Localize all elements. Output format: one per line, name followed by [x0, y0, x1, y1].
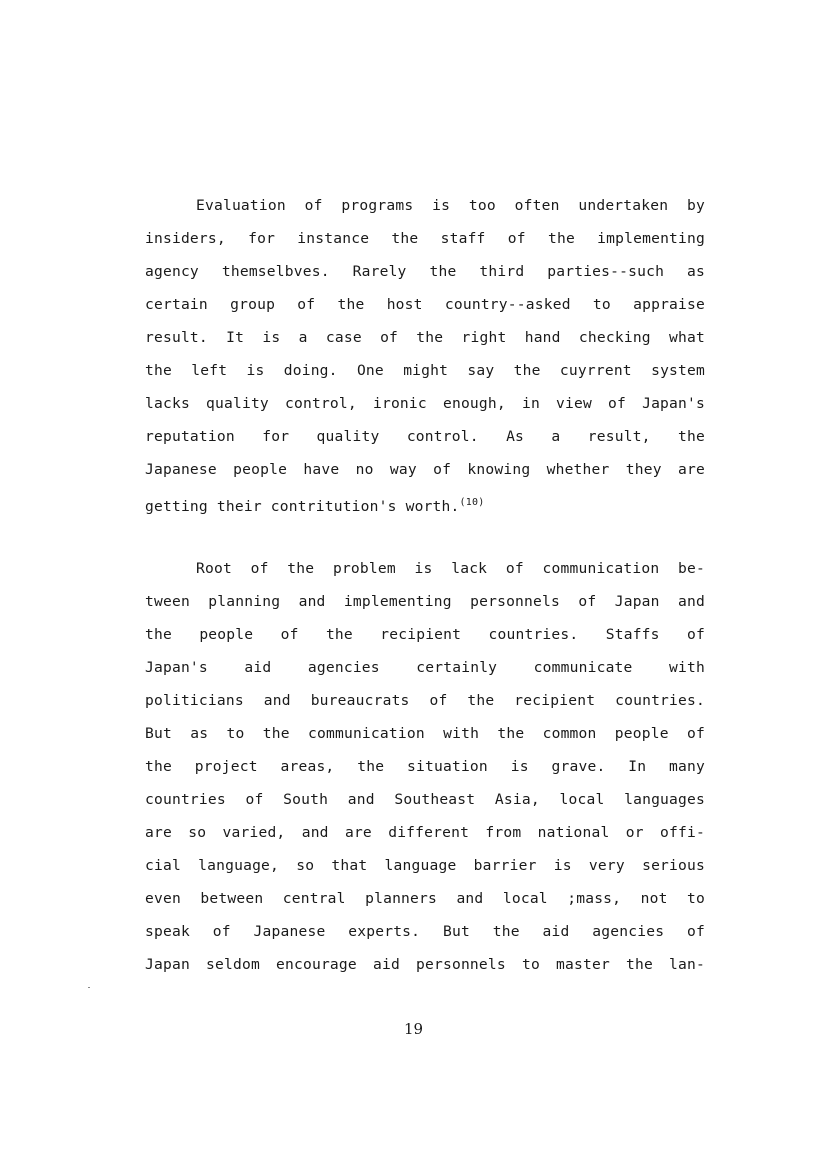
text-line: cial language, so that language barrier is very serious — [145, 857, 705, 874]
text-line — [145, 493, 705, 517]
text-line: even between central planners and local ;mass, not to — [145, 890, 705, 907]
text-line: Root of the problem is lack of communication be- — [196, 560, 705, 577]
text-line: the project areas, the situation is grave. In many — [145, 758, 705, 775]
footnote-reference: (10) — [459, 497, 485, 508]
text-line: speak of Japanese experts. But the aid agencies of — [145, 923, 705, 940]
text-line: But as to the communication with the common people of — [145, 725, 705, 742]
text-line: Japan seldom encourage aid personnels to master the lan- — [145, 956, 705, 973]
page-number: 19 — [403, 1020, 424, 1038]
text-line: tween planning and implementing personnels of Japan and — [145, 593, 705, 610]
text-line: Evaluation of programs is too often undertaken by — [196, 197, 705, 214]
text-line: reputation for quality control. As a result, the — [145, 428, 705, 445]
text-line: Japanese people have no way of knowing whether they are — [145, 461, 705, 478]
text-line: result. It is a case of the right hand checking what — [145, 329, 705, 346]
text-line: the left is doing. One might say the cuyrrent system — [145, 362, 705, 379]
text-line: Japan's aid agencies certainly communicate with — [145, 659, 705, 676]
text-line: certain group of the host country--asked to appraise — [145, 296, 705, 313]
text-line: are so varied, and are different from national or offi- — [145, 824, 705, 841]
text-line: agency themselbves. Rarely the third parties--such as — [145, 263, 705, 280]
text-line-content: getting their contritution's worth. — [145, 498, 460, 515]
text-line: politicians and bureaucrats of the recipient countries. — [145, 692, 705, 709]
text-line: insiders, for instance the staff of the implementing — [145, 230, 705, 247]
text-line: the people of the recipient countries. Staffs of — [145, 626, 705, 643]
scan-speck — [88, 987, 90, 988]
text-line: countries of South and Southeast Asia, local languages — [145, 791, 705, 808]
text-line: lacks quality control, ironic enough, in view of Japan's — [145, 395, 705, 412]
